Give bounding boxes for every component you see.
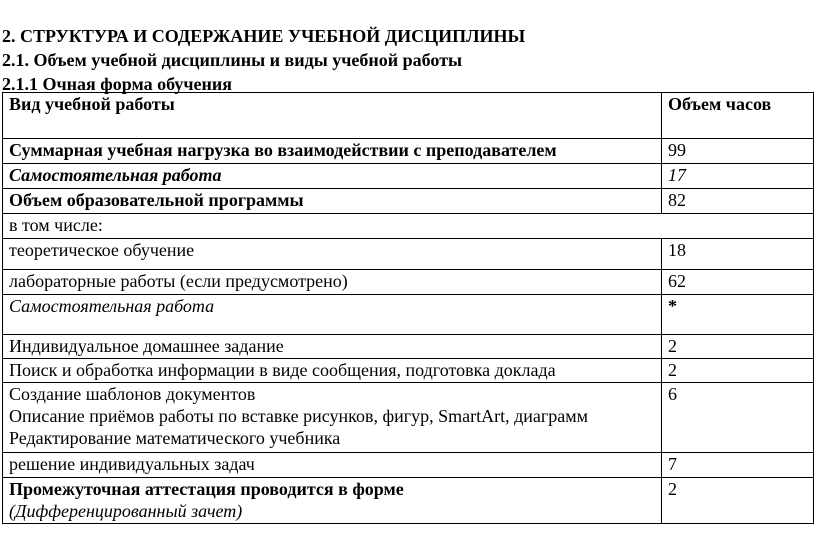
header-work-type: Вид учебной работы [3, 93, 662, 139]
section-heading: 2. СТРУКТУРА И СОДЕРЖАНИЕ УЧЕБНОЙ ДИСЦИПЛИНЫ [2, 26, 526, 46]
table-row [3, 214, 814, 239]
row-label [3, 478, 662, 524]
row-label-line: Промежуточная аттестация проводится в форме [9, 479, 404, 499]
table-row [3, 478, 814, 524]
subsection-heading: 2.1. Объем учебной дисциплины и виды учебной работы [2, 50, 463, 70]
row-value: 82 [662, 189, 814, 214]
table-row [3, 295, 814, 335]
header-hours: Объем часов [662, 93, 814, 139]
table-row [3, 270, 814, 295]
table-row [3, 383, 814, 453]
workload-table [2, 92, 814, 524]
table-row [3, 139, 814, 164]
row-label: Объем образовательной программы [3, 189, 662, 214]
row-label: решение индивидуальных задач [3, 453, 662, 478]
row-value: 2 [662, 335, 814, 359]
row-value: 99 [662, 139, 814, 164]
row-value: 62 [662, 270, 814, 295]
row-value: 18 [662, 239, 814, 270]
table-row [3, 239, 814, 270]
table-row [3, 453, 814, 478]
row-value: 2 [662, 359, 814, 383]
row-label: Суммарная учебная нагрузка во взаимодействии с преподавателем [3, 139, 662, 164]
row-label: Индивидуальное домашнее задание [3, 335, 662, 359]
table-row [3, 164, 814, 189]
row-label-line: Создание шаблонов документов [9, 384, 256, 404]
table-row [3, 359, 814, 383]
row-label: лабораторные работы (если предусмотрено) [3, 270, 662, 295]
row-label [3, 383, 662, 453]
row-label: Поиск и обработка информации в виде сообщения, подготовка доклада [3, 359, 662, 383]
row-value: 17 [662, 164, 814, 189]
row-label: Самостоятельная работа [3, 295, 662, 335]
table-row [3, 189, 814, 214]
subsubsection-heading: 2.1.1 Очная форма обучения [2, 74, 233, 94]
row-label-line: Описание приёмов работы по вставке рисунков, фигур, SmartArt, диаграмм [9, 406, 589, 426]
row-value: 7 [662, 453, 814, 478]
row-label: теоретическое обучение [3, 239, 662, 270]
row-value: 2 [662, 478, 814, 524]
table-row [3, 335, 814, 359]
table-header-row [3, 93, 814, 139]
row-value: * [662, 295, 814, 335]
row-label: Самостоятельная работа [3, 164, 662, 189]
row-label: в том числе: [3, 214, 814, 239]
row-label-line: Редактирование математического учебника [9, 428, 341, 448]
row-label-line: (Дифференцированный зачет) [9, 501, 243, 521]
row-value: 6 [662, 383, 814, 453]
